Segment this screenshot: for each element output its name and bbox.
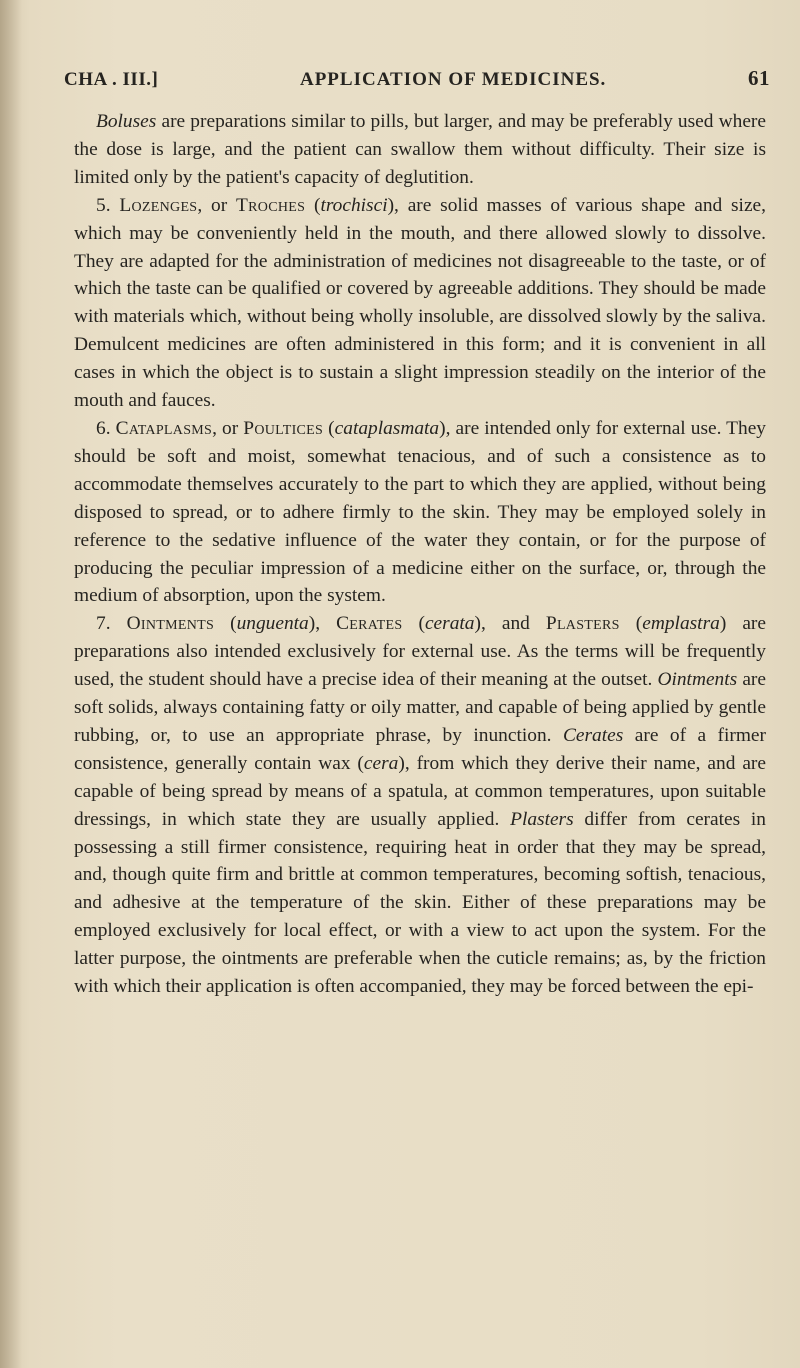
latin-term: unguenta bbox=[236, 613, 309, 635]
latin-term: emplastra bbox=[642, 613, 720, 635]
paragraph-text: are of a firmer consistence, generally contain wax ( bbox=[74, 724, 766, 774]
paragraph-text: are soft solids, always containing fatty or oily matter, and capable of being applied by gentle rubbing, or, to use an appropriate phrase, by inunction. bbox=[74, 669, 766, 746]
term-ointments: Ointments bbox=[126, 613, 215, 635]
paragraph-text: differ from cerates in possessing a still firmer consistence, requiring heat in order that they may be spread, and, though quite firm and brittle at common temperatures, becoming softish, tenacious, and adhesive at the temperature of the skin. Either of these preparations may be employed exclusively for local effect, or with a view to act upon the system. For the latter purpose, the ointments are preferable when the cuticle remains; as, by the friction with which their application is often accompanied, they may be forced between the epi- bbox=[74, 808, 766, 998]
paragraph-text: ( bbox=[214, 613, 237, 635]
paragraph-text: are preparations similar to pills, but larger, and may be preferably used where the dose is large, and the patient can swallow them without difficulty. Their size is limited only by the patient's capacity of deglutition. bbox=[74, 111, 766, 188]
term-plasters-italic: Plasters bbox=[510, 808, 574, 830]
term-cataplasms: Cataplasms bbox=[115, 417, 213, 439]
section-number: 5. bbox=[96, 194, 120, 216]
page-number: 61 bbox=[748, 66, 770, 90]
paragraph-text: ( bbox=[305, 194, 321, 216]
paragraph-lozenges bbox=[74, 192, 766, 415]
paragraph-text: ), bbox=[308, 613, 337, 635]
latin-term: trochisci bbox=[320, 194, 388, 216]
term-lozenges: Lozenges bbox=[119, 194, 198, 216]
term-plasters: Plasters bbox=[545, 613, 620, 635]
section-number: 7. bbox=[96, 613, 127, 635]
paragraph-text: ( bbox=[323, 417, 335, 439]
term-cerates-italic: Cerates bbox=[562, 724, 624, 746]
running-title: APPLICATION OF MEDICINES. bbox=[299, 69, 607, 90]
paragraph-text: ), from which they derive their name, and are capable of being spread by means of a spatula, at common temperatures, upon suitable dressings, in which state they are usually applied. bbox=[74, 752, 766, 830]
paragraph-boluses bbox=[74, 108, 766, 192]
paragraph-text: , or bbox=[212, 417, 244, 439]
term-boluses: Boluses bbox=[96, 111, 157, 132]
paragraph-text: ) are preparations also intended exclusively for external use. As the terms will be frequently used, the student should have a precise idea of their meaning at the outset. bbox=[74, 613, 766, 691]
paragraph-text: ), are solid masses of various shape and size, which may be conveniently held in the mouth, and there allowed slowly to dissolve. They are adapted for the administration of medicines not disagreeable to the taste, or of which the taste can be qualified or covered by agreeable additions. They should be made with materials which, without being wholly insoluble, are dissolved slowly by the saliva. Demulcent medicines are often administered in this form; and it is convenient in all cases in which the object is to sustain a slight impression steadily on the interior of the mouth and fauces. bbox=[74, 194, 767, 412]
paragraph-text: ( bbox=[619, 613, 643, 635]
term-ointments-italic: Ointments bbox=[657, 669, 738, 691]
running-head bbox=[64, 66, 770, 94]
paragraph-text: ( bbox=[402, 613, 425, 635]
term-cerates: Cerates bbox=[336, 613, 403, 635]
term-poultices: Poultices bbox=[243, 417, 324, 439]
gutter-shadow bbox=[0, 0, 22, 1368]
latin-term: cerata bbox=[424, 613, 475, 635]
paragraph-text: ), are intended only for external use. They should be soft and moist, somewhat tenacious, and of such a consistence as to accommodate themselves accurately to the part to which they are applied, without being disposed to spread, or to adhere firmly to the skin. They may be employed solely in reference to the sedative influence of the water they contain, or for the purpose of producing the peculiar impression of a medicine either on the surface, or, through the medium of absorption, upon the system. bbox=[74, 417, 767, 607]
body-text bbox=[74, 108, 766, 1001]
paragraph-text: , or bbox=[197, 194, 236, 216]
paragraph-ointments bbox=[74, 610, 766, 1001]
latin-term: cataplasmata bbox=[334, 417, 440, 439]
term-troches: Troches bbox=[236, 194, 306, 216]
paragraph-text: ), and bbox=[474, 613, 546, 635]
chapter-marker: CHA . III.] bbox=[64, 69, 159, 90]
section-number: 6. bbox=[96, 417, 116, 439]
latin-term: cera bbox=[363, 752, 399, 774]
paragraph-cataplasms bbox=[74, 415, 766, 610]
